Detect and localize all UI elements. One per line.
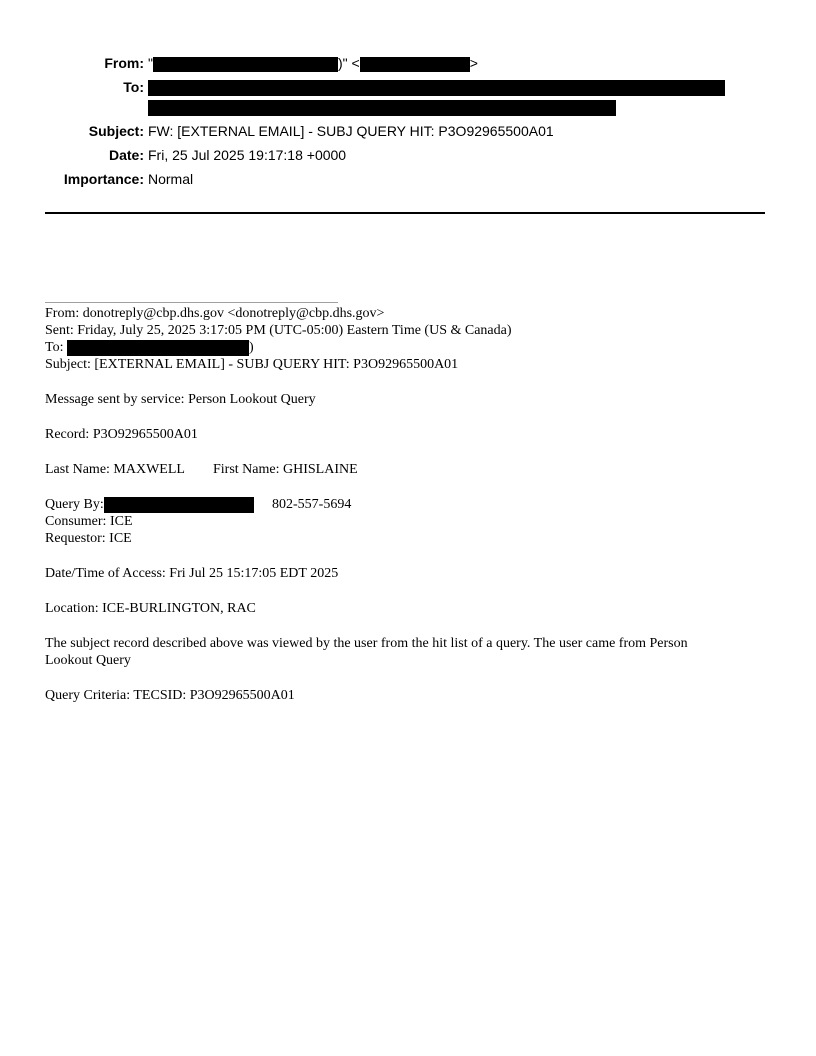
from-angle-close: > (469, 55, 478, 71)
date-value: Fri, 25 Jul 2025 19:17:18 +0000 (148, 147, 347, 163)
email-header (0, 0, 816, 200)
subject-label: Subject: (88, 123, 144, 139)
redacted-query-by (104, 497, 254, 513)
fwd-from-line: From: donotreply@cbp.dhs.gov <donotreply@cbp.dhs.gov> (45, 306, 385, 321)
query-by-line (45, 496, 254, 513)
from-label: From: (104, 55, 144, 71)
criteria-line: Query Criteria: TECSID: P3O92965500A01 (45, 688, 295, 703)
from-quote-open: " (148, 55, 153, 71)
redacted-recipients-line-2 (148, 100, 616, 116)
importance-value: Normal (148, 171, 194, 187)
query-by-label: Query By: (45, 497, 104, 512)
redacted-fwd-recipient (67, 340, 249, 356)
redacted-recipients-line-1 (148, 80, 725, 96)
fwd-to-label: To: (45, 340, 64, 355)
query-by-phone: 802-557-5694 (272, 497, 352, 512)
fwd-subject-line: Subject: [EXTERNAL EMAIL] - SUBJ QUERY HIT: P3O92965500A01 (45, 357, 459, 372)
last-name-line: Last Name: MAXWELL (45, 462, 185, 477)
location-line: Location: ICE-BURLINGTON, RAC (45, 601, 256, 616)
importance-label: Importance: (63, 171, 144, 187)
subject-value: FW: [EXTERNAL EMAIL] - SUBJ QUERY HIT: P3O92965500A01 (148, 123, 554, 139)
description-paragraph: The subject record described above was viewed by the user from the hit list of a query. The user came from Person Lookout Query (45, 636, 688, 668)
header-divider (45, 212, 765, 214)
first-name-line: First Name: GHISLAINE (213, 462, 358, 477)
record-line: Record: P3O92965500A01 (45, 427, 198, 442)
redacted-sender-address (360, 57, 470, 72)
to-label: To: (123, 79, 144, 95)
fwd-to-line (45, 339, 254, 356)
from-value (148, 55, 478, 72)
requestor-line: Requestor: ICE (45, 531, 132, 546)
from-quote-close: )" < (337, 55, 360, 71)
access-line: Date/Time of Access: Fri Jul 25 15:17:05 EDT 2025 (45, 566, 339, 581)
fwd-to-close: ) (248, 340, 254, 355)
fwd-sent-line: Sent: Friday, July 25, 2025 3:17:05 PM (UTC-05:00) Eastern Time (US & Canada) (45, 323, 512, 338)
redacted-sender-name (153, 57, 338, 72)
date-label: Date: (108, 147, 144, 163)
service-line: Message sent by service: Person Lookout Query (45, 392, 316, 407)
forward-separator (45, 302, 338, 303)
consumer-line: Consumer: ICE (45, 514, 133, 529)
